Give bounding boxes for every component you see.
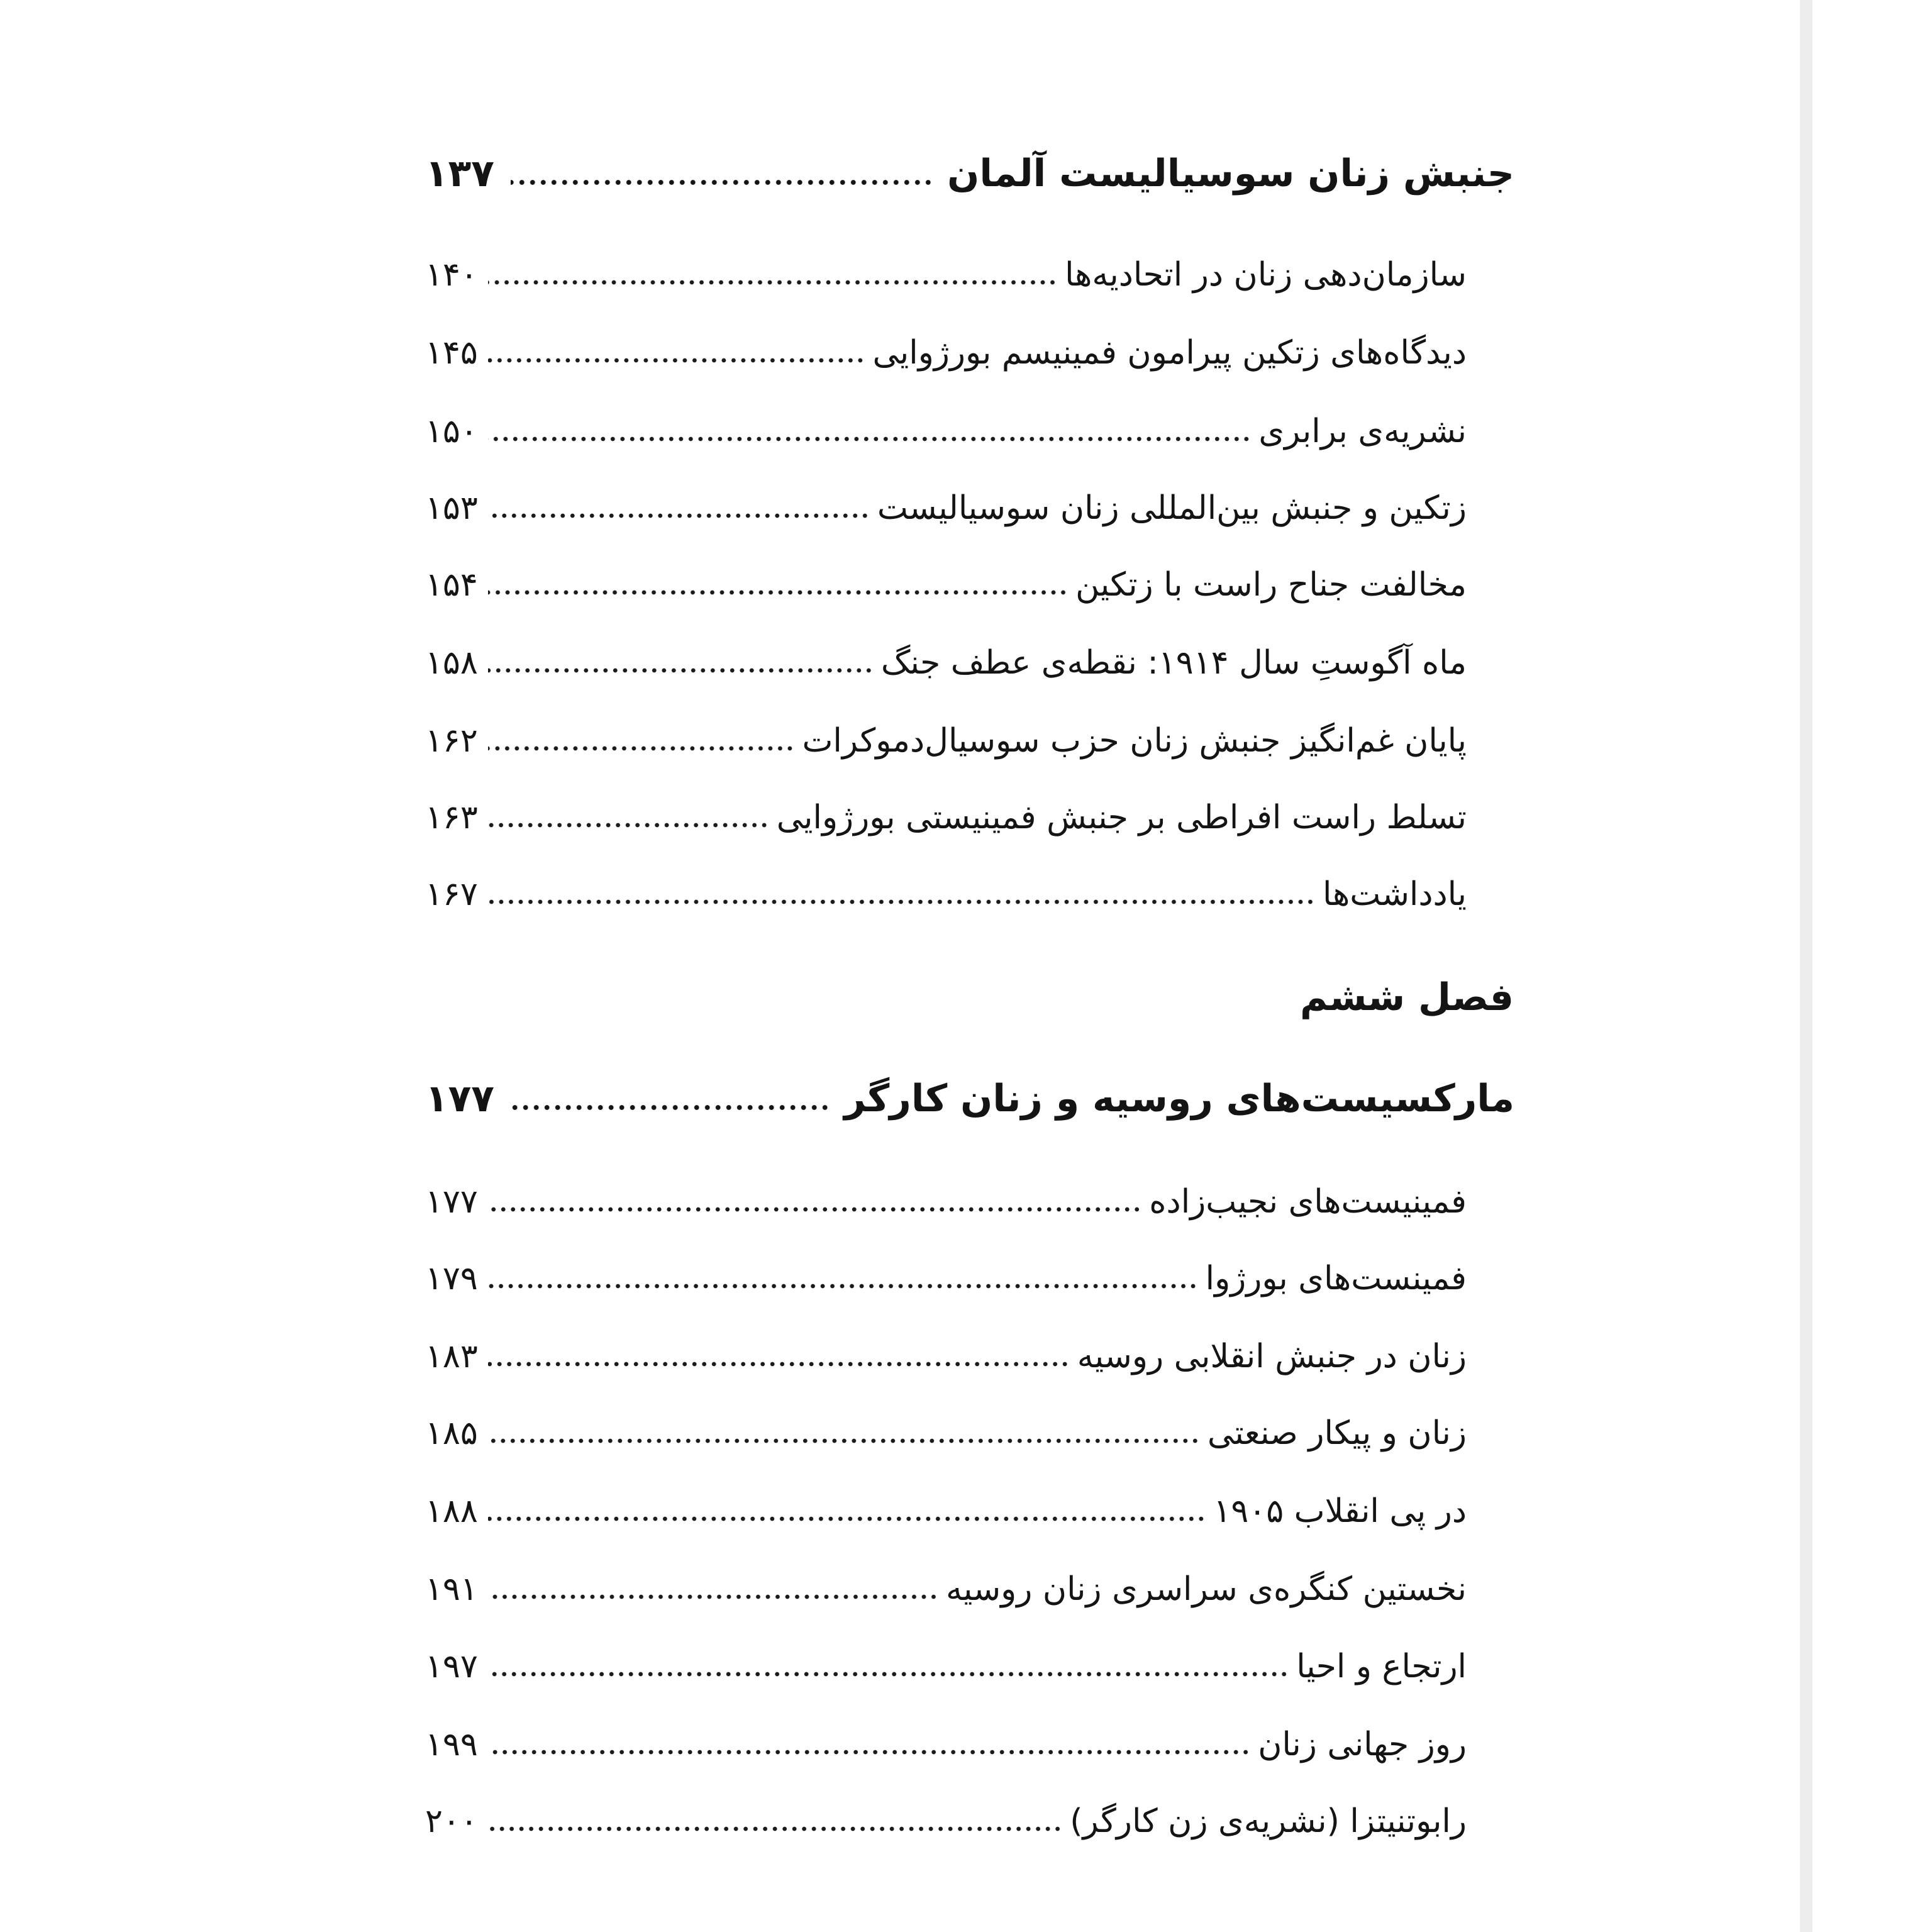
dot-leader — [488, 822, 769, 828]
toc-entry-title: فمینست‌های بورژوا — [1205, 1260, 1467, 1297]
toc-page-number: ۱۶۷ — [425, 875, 478, 913]
toc-heading — [425, 1074, 1514, 1124]
toc-entry — [425, 1564, 1467, 1614]
toc-entry — [425, 328, 1467, 378]
toc-entry — [425, 1641, 1467, 1692]
page-edge-shadow — [1800, 0, 1813, 1932]
toc-entry — [425, 1486, 1467, 1536]
toc-page-number: ۱۸۸ — [425, 1492, 478, 1530]
toc-page-number: ۱۵۴ — [425, 566, 478, 604]
dot-leader — [488, 436, 1252, 442]
toc-entry-title: پایان غم‌انگیز جنبش زنان حزب سوسیال‌دموکرات — [802, 722, 1467, 760]
toc-entry-title: در پی انقلاب ۱۹۰۵ — [1213, 1492, 1467, 1530]
dot-leader — [488, 1749, 1250, 1755]
toc-entry-title: دیدگاه‌های زتکین پیرامون فمینیسم بورژوایی — [872, 334, 1467, 372]
toc-entry-title: ارتجاع و احیا — [1296, 1648, 1467, 1685]
toc-entry — [425, 792, 1467, 843]
dot-leader — [488, 357, 865, 364]
toc-entry-title: مخالفت جناح راست با زتکین — [1075, 566, 1467, 604]
dot-leader — [488, 1594, 938, 1600]
dot-leader — [488, 1361, 1070, 1367]
toc-page-number: ۱۷۷ — [425, 1183, 478, 1221]
dot-leader — [488, 1826, 1062, 1832]
dot-leader — [488, 513, 870, 519]
toc-page-number: ۱۴۰ — [425, 256, 478, 294]
toc-page-number: ۱۸۵ — [425, 1414, 478, 1452]
toc-entry — [425, 716, 1467, 766]
dot-leader — [511, 1104, 830, 1111]
toc-heading — [425, 148, 1514, 199]
toc-heading-title: مارکسیست‌های روسیه و زنان کارگر — [844, 1077, 1514, 1121]
toc-page-number: ۱۸۳ — [425, 1338, 478, 1375]
toc-page-number: ۱۹۷ — [425, 1648, 478, 1685]
toc-entry — [425, 1253, 1467, 1304]
toc-entry-title: رابوتنیتزا (نشریه‌ی زن کارگر) — [1070, 1802, 1467, 1840]
toc-entry — [425, 560, 1467, 610]
toc-entry — [425, 250, 1467, 300]
toc-entry-title: نشریه‌ی برابری — [1258, 413, 1467, 450]
dot-leader — [488, 279, 1057, 286]
toc-entry-title: ماه آگوستِ سال ۱۹۱۴: نقطه‌ی عطف جنگ — [880, 644, 1467, 682]
toc-page-number: ۲۰۰ — [425, 1802, 478, 1840]
toc-page-number: ۱۴۵ — [425, 334, 478, 372]
dot-leader — [488, 899, 1315, 905]
toc-entry — [425, 638, 1467, 688]
toc-page-number: ۱۵۰ — [425, 413, 478, 450]
toc-entry-title: تسلط راست افراطی بر جنبش فمینیستی بورژوایی — [776, 799, 1467, 836]
toc-page-number: ۱۶۲ — [425, 722, 478, 760]
dot-leader — [488, 1671, 1289, 1677]
toc-page-number: ۱۶۳ — [425, 799, 478, 836]
toc-page-number: ۱۵۳ — [425, 489, 478, 527]
toc-heading-title: جنبش زنان سوسیالیست آلمان — [947, 152, 1514, 196]
dot-leader — [488, 1283, 1198, 1289]
dot-leader — [488, 589, 1068, 596]
dot-leader — [488, 1516, 1206, 1522]
toc-entry — [425, 1331, 1467, 1382]
toc-entry — [425, 1796, 1467, 1846]
dot-leader — [488, 1206, 1142, 1213]
toc-page-number: ۱۷۷ — [425, 1077, 494, 1121]
toc-entry-title: زتکین و جنبش بین‌المللی زنان سوسیالیست — [877, 489, 1467, 527]
toc-entry-title: روز جهانی زنان — [1258, 1726, 1467, 1763]
dot-leader — [488, 667, 874, 674]
toc-entry-title: سازمان‌دهی زنان در اتحادیه‌ها — [1065, 256, 1467, 294]
toc-entry-title: زنان و پیکار صنعتی — [1207, 1414, 1467, 1452]
toc-page-number: ۱۹۱ — [425, 1570, 478, 1608]
chapter-label: فصل ششم — [1300, 975, 1514, 1019]
toc-entry — [425, 1177, 1467, 1227]
dot-leader — [511, 179, 933, 186]
dot-leader — [488, 745, 795, 752]
toc-entry-title: زنان در جنبش انقلابی روسیه — [1077, 1338, 1467, 1375]
toc-page-number: ۱۳۷ — [425, 152, 494, 196]
dot-leader — [488, 1438, 1200, 1444]
toc-entry — [425, 1719, 1467, 1770]
toc-entry-title: نخستین کنگره‌ی سراسری زنان روسیه — [946, 1570, 1467, 1608]
toc-page-number: ۱۵۸ — [425, 644, 478, 682]
toc-entry — [425, 869, 1467, 919]
toc-entry — [425, 406, 1467, 457]
toc-page-number: ۱۹۹ — [425, 1726, 478, 1763]
toc-entry — [425, 1408, 1467, 1458]
toc-entry — [425, 483, 1467, 533]
toc-entry-title: فمینیست‌های نجیب‌زاده — [1149, 1183, 1467, 1221]
toc-page-number: ۱۷۹ — [425, 1260, 478, 1297]
toc-entry-title: یادداشت‌ها — [1323, 875, 1467, 913]
